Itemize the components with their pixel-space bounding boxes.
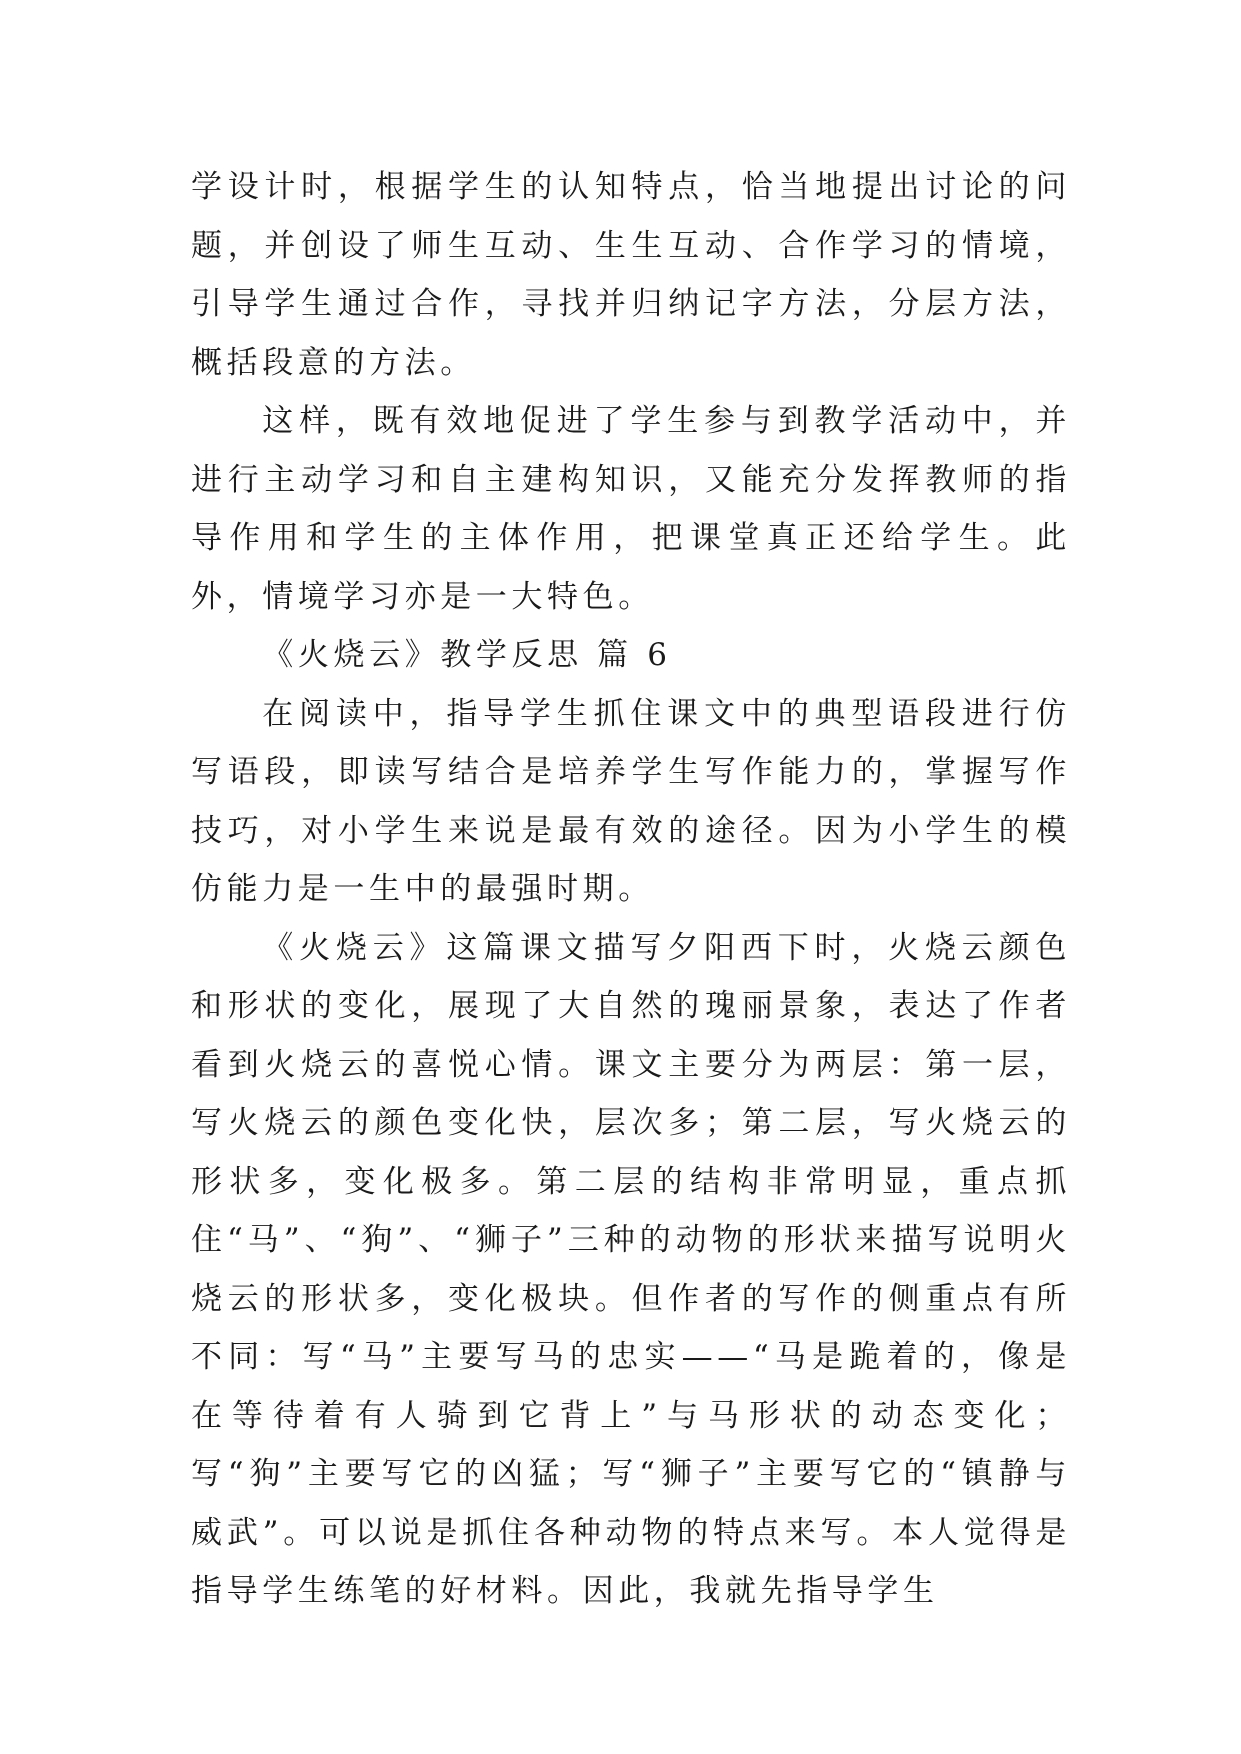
paragraph-2: 这样，既有效地促进了学生参与到教学活动中，并进行主动学习和自主建构知识，又能充分发挥教师的指导作用和学生的主体作用，把课堂真正还给学生。此外，情境学习亦是一大特色。: [191, 403, 1071, 615]
paragraph-4: 《火烧云》这篇课文描写夕阳西下时，火烧云颜色和形状的变化，展现了大自然的瑰丽景象，表达了作者看到火烧云的喜悦心情。课文主要分为两层：第一层，写火烧云的颜色变化快，层次多；第二层，写火烧云的形状多，变化极多。第二层的结构非常明显，重点抓住“马”、“狗”、“狮子”三种的动物的形状来描写说明火烧云的形状多，变化极块。但作者的写作的侧重点有所不同：写“马”主要写马的忠实——“马是跪着的，像是在等待着有人骑到它背上”与马形状的动态变化；写“狗”主要写它的凶猛；写“狮子”主要写它的“镇静与威武”。可以说是抓住各种动物的特点来写。本人觉得是指导学生练笔的好材料。因此，我就先指导学生: [191, 929, 1071, 1609]
section-heading: 《火烧云》教学反思 篇 6: [262, 637, 672, 673]
paragraph-3: 在阅读中，指导学生抓住课文中的典型语段进行仿写语段，即读写结合是培养学生写作能力的，掌握写作技巧，对小学生来说是最有效的途径。因为小学生的模仿能力是一生中的最强时期。: [191, 695, 1071, 907]
paragraph-1: 学设计时，根据学生的认知特点，恰当地提出讨论的问题，并创设了师生互动、生生互动、合作学习的情境，引导学生通过合作，寻找并归纳记字方法，分层方法，概括段意的方法。: [191, 169, 1071, 381]
document-body: [191, 158, 1071, 1621]
